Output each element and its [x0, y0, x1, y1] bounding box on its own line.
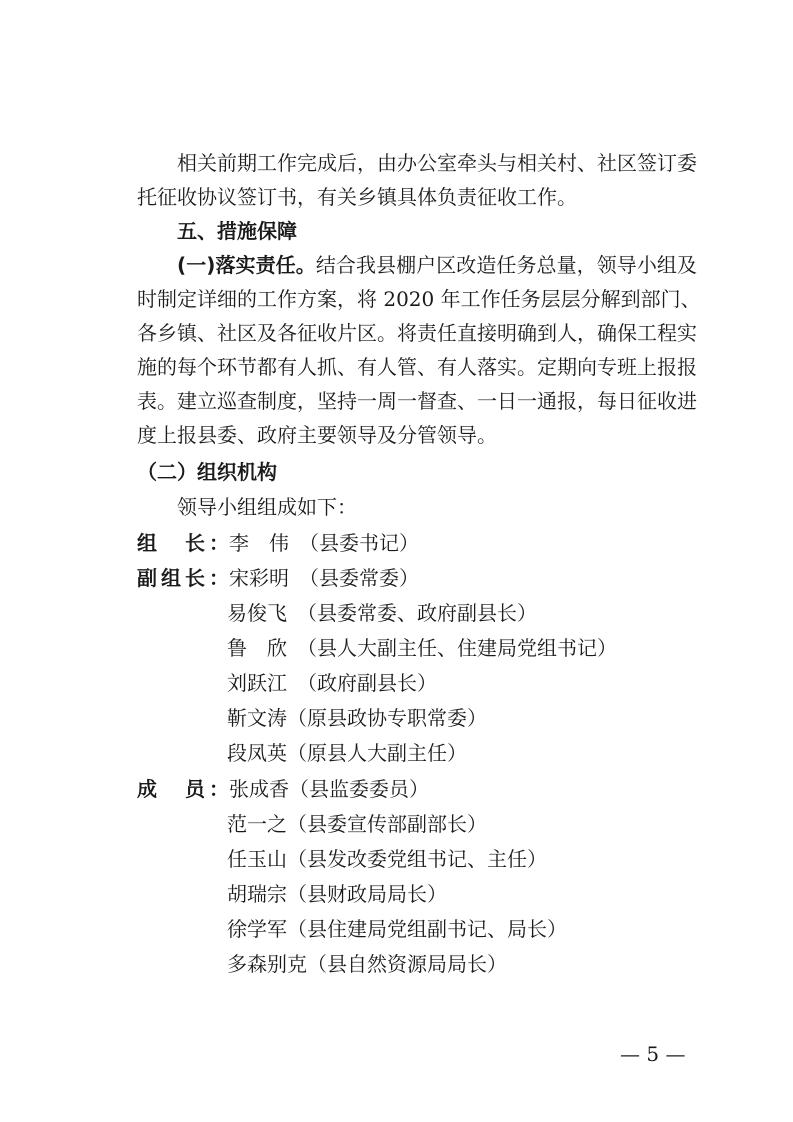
- paragraph-line: 施的每个环节都有人抓、有人管、有人落实。定期向专班上报报: [137, 355, 697, 379]
- deputy-entry: 鲁 欣 （县人大副主任、住建局党组书记）: [227, 636, 617, 660]
- paragraph-text: 结合我县棚户区改造任务总量，领导小组及: [315, 253, 698, 277]
- member-entry: 任玉山（县发改委党组书记、主任）: [227, 847, 547, 871]
- leader-label: 组 长：: [137, 531, 229, 555]
- deputy-entry: 刘跃江 （政府副县长）: [227, 671, 437, 695]
- subsection-heading: (一)落实责任。: [177, 253, 316, 277]
- deputy-row: [137, 561, 419, 595]
- subsection-first-line: [137, 248, 697, 282]
- member-row: [137, 772, 429, 806]
- paragraph-line: 度上报县委、政府主要领导及分管领导。: [137, 423, 497, 447]
- deputy-label: 副组长：: [137, 566, 229, 590]
- section-heading: 五、措施保障: [177, 219, 297, 243]
- deputy-entry: 靳文涛（原县政协专职常委）: [227, 706, 487, 730]
- paragraph-line: 各乡镇、社区及各征收片区。将责任直接明确到人，确保工程实: [137, 321, 697, 345]
- page-number: — 5 —: [620, 1042, 686, 1066]
- deputy-entry: 段凤英（原县人大副主任）: [227, 741, 467, 765]
- member-label: 成 员：: [137, 777, 229, 801]
- list-intro: 领导小组组成如下：: [177, 495, 357, 519]
- subsection-heading: （二）组织机构: [137, 460, 277, 484]
- member-entry: 多森别克（县自然资源局局长）: [227, 952, 507, 976]
- member-entry: 胡瑞宗（县财政局局长）: [227, 882, 447, 906]
- deputy-entry: 宋彩明 （县委常委）: [229, 566, 419, 590]
- paragraph-line: 相关前期工作完成后，由办公室牵头与相关村、社区签订委: [177, 151, 697, 175]
- deputy-entry: 易俊飞 （县委常委、政府副县长）: [227, 601, 537, 625]
- member-entry: 范一之（县委宣传部副部长）: [227, 812, 487, 836]
- leader-row: [137, 526, 419, 560]
- paragraph-line: 时制定详细的工作方案，将 2020 年工作任务层层分解到部门、: [137, 287, 701, 311]
- leader-entry: 李 伟 （县委书记）: [229, 531, 419, 555]
- member-entry: 张成香（县监委委员）: [229, 777, 429, 801]
- member-entry: 徐学军（县住建局党组副书记、局长）: [227, 917, 567, 941]
- paragraph-line: 表。建立巡查制度，坚持一周一督查、一日一通报，每日征收进: [137, 389, 697, 413]
- paragraph-line: 托征收协议签订书，有关乡镇具体负责征收工作。: [137, 185, 577, 209]
